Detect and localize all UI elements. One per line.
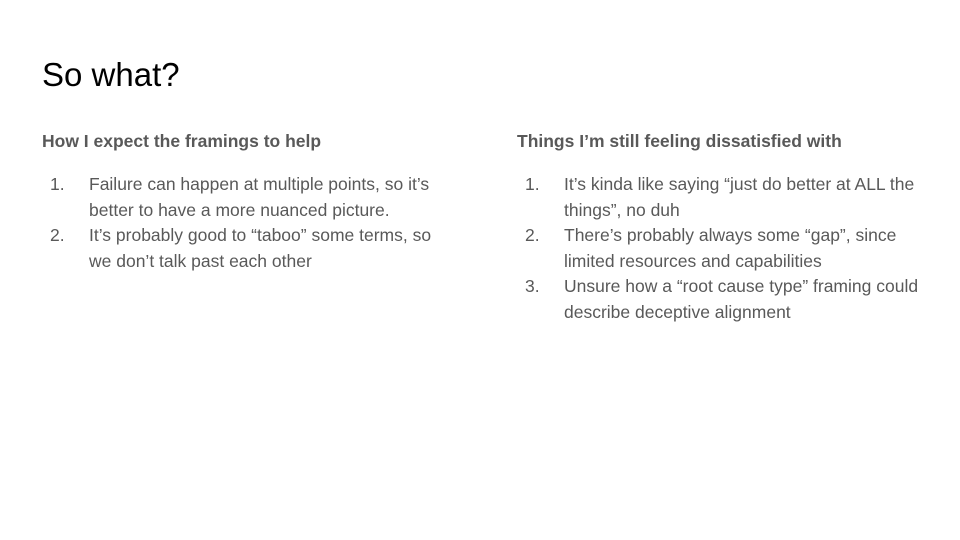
- right-column-list: [517, 172, 937, 325]
- list-item-text: It’s probably good to “taboo” some terms, so we don’t talk past each other: [89, 225, 432, 271]
- right-column-heading: Things I’m still feeling dissatisfied with: [517, 131, 842, 151]
- list-item-number: 3.: [525, 276, 540, 296]
- list-item: [42, 172, 449, 223]
- list-item: [517, 172, 919, 223]
- left-column-heading: How I expect the framings to help: [42, 131, 322, 151]
- list-item-number: 1.: [525, 174, 540, 194]
- left-column-list: [42, 172, 462, 274]
- list-item: [517, 223, 919, 274]
- list-item-text: Failure can happen at multiple points, so it’s better to have a more nuanced picture.: [89, 174, 430, 220]
- list-item-text: It’s kinda like saying “just do better at ALL the things”, no duh: [564, 174, 915, 220]
- list-item-number: 1.: [50, 174, 65, 194]
- right-column: [517, 130, 937, 325]
- slide-title: So what?: [42, 56, 180, 93]
- list-item-text: There’s probably always some “gap”, since limited resources and capabilities: [564, 225, 897, 271]
- list-item-text: Unsure how a “root cause type” framing could describe deceptive alignment: [564, 276, 919, 322]
- list-item: [42, 223, 449, 274]
- list-item-number: 2.: [50, 225, 65, 245]
- left-column: [42, 130, 462, 274]
- list-item: [517, 274, 919, 325]
- list-item-number: 2.: [525, 225, 540, 245]
